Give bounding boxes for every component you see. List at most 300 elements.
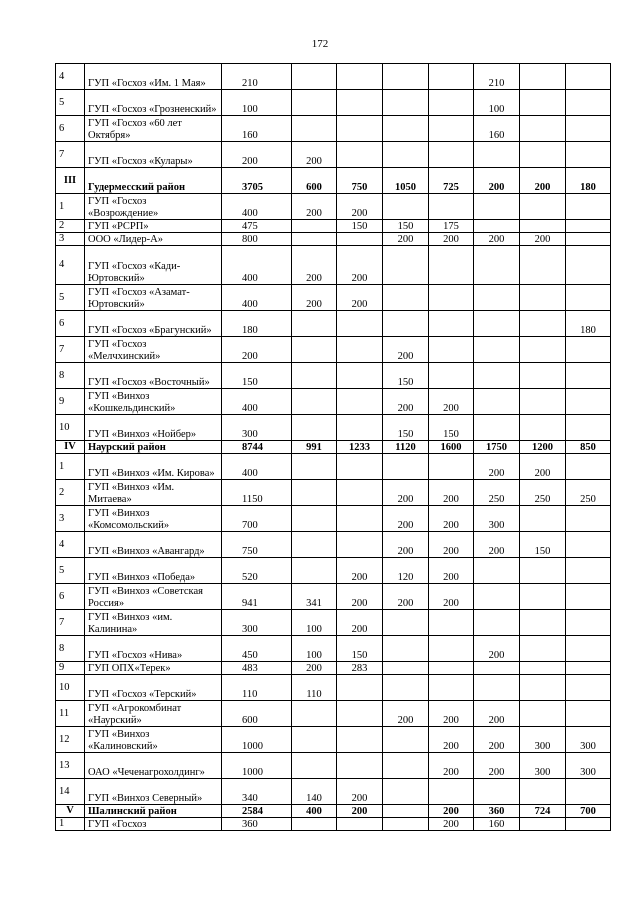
table-row xyxy=(56,480,611,506)
value-cell xyxy=(566,584,611,610)
enterprise-name-cell: ГУП «Госхоз xyxy=(85,818,222,831)
value-cell: 991 xyxy=(292,441,337,454)
table-row xyxy=(56,389,611,415)
enterprise-name-cell: ГУП «Винхоз «им. Калинина» xyxy=(85,610,222,636)
row-number-cell: 9 xyxy=(56,662,85,675)
value-cell: 200 xyxy=(429,532,474,558)
value-cell xyxy=(292,389,337,415)
value-cell xyxy=(337,532,383,558)
row-number-cell: 1 xyxy=(56,454,85,480)
row-number-cell: 6 xyxy=(56,311,85,337)
total-cell: 483 xyxy=(222,662,292,675)
enterprise-name-cell: ГУП «РСРП» xyxy=(85,220,222,233)
enterprise-name-cell: ГУП «Госхоз «Возрождение» xyxy=(85,194,222,220)
row-number-cell: 12 xyxy=(56,727,85,753)
value-cell xyxy=(566,90,611,116)
value-cell: 200 xyxy=(337,584,383,610)
value-cell: 200 xyxy=(383,506,429,532)
data-table xyxy=(55,63,611,831)
row-number-cell: 11 xyxy=(56,701,85,727)
total-cell: 300 xyxy=(222,610,292,636)
value-cell xyxy=(337,90,383,116)
value-cell: 110 xyxy=(292,675,337,701)
value-cell xyxy=(292,116,337,142)
value-cell xyxy=(520,818,566,831)
district-total-row xyxy=(56,168,611,194)
value-cell xyxy=(520,610,566,636)
value-cell xyxy=(337,818,383,831)
value-cell xyxy=(292,480,337,506)
value-cell: 160 xyxy=(474,818,520,831)
value-cell: 200 xyxy=(337,558,383,584)
value-cell xyxy=(383,779,429,805)
value-cell xyxy=(337,337,383,363)
value-cell: 200 xyxy=(429,506,474,532)
row-number-cell: 3 xyxy=(56,506,85,532)
value-cell: 200 xyxy=(474,727,520,753)
enterprise-name-cell: ГУП «Винхоз «Авангард» xyxy=(85,532,222,558)
value-cell xyxy=(566,194,611,220)
value-cell xyxy=(292,337,337,363)
value-cell xyxy=(383,805,429,818)
row-number-cell: 5 xyxy=(56,90,85,116)
value-cell xyxy=(292,363,337,389)
table-row xyxy=(56,532,611,558)
value-cell xyxy=(520,701,566,727)
total-cell: 160 xyxy=(222,116,292,142)
row-number-cell: 1 xyxy=(56,818,85,831)
value-cell xyxy=(383,753,429,779)
total-cell: 3705 xyxy=(222,168,292,194)
value-cell xyxy=(520,337,566,363)
total-cell: 200 xyxy=(222,142,292,168)
value-cell xyxy=(520,779,566,805)
table-row xyxy=(56,220,611,233)
row-number-cell: 4 xyxy=(56,532,85,558)
value-cell: 600 xyxy=(292,168,337,194)
value-cell: 200 xyxy=(429,818,474,831)
value-cell: 150 xyxy=(429,415,474,441)
value-cell xyxy=(429,779,474,805)
value-cell xyxy=(429,675,474,701)
value-cell: 200 xyxy=(383,337,429,363)
value-cell: 180 xyxy=(566,311,611,337)
value-cell xyxy=(337,116,383,142)
enterprise-name-cell: ГУП «Госхоз «Мелчхинский» xyxy=(85,337,222,363)
value-cell xyxy=(566,246,611,285)
value-cell: 360 xyxy=(474,805,520,818)
value-cell xyxy=(292,753,337,779)
value-cell: 300 xyxy=(520,753,566,779)
table-row xyxy=(56,311,611,337)
value-cell xyxy=(474,142,520,168)
value-cell xyxy=(566,610,611,636)
total-cell: 600 xyxy=(222,701,292,727)
value-cell: 1050 xyxy=(383,168,429,194)
table-row xyxy=(56,142,611,168)
value-cell xyxy=(337,506,383,532)
value-cell: 200 xyxy=(337,246,383,285)
value-cell xyxy=(566,285,611,311)
value-cell xyxy=(292,727,337,753)
value-cell: 200 xyxy=(337,610,383,636)
value-cell xyxy=(429,662,474,675)
value-cell xyxy=(520,636,566,662)
value-cell xyxy=(429,454,474,480)
row-number-cell: 7 xyxy=(56,142,85,168)
value-cell xyxy=(474,389,520,415)
value-cell xyxy=(292,311,337,337)
row-number-cell: 7 xyxy=(56,337,85,363)
value-cell xyxy=(520,285,566,311)
value-cell xyxy=(383,285,429,311)
value-cell xyxy=(429,337,474,363)
value-cell: 200 xyxy=(383,532,429,558)
value-cell xyxy=(337,675,383,701)
value-cell xyxy=(383,246,429,285)
value-cell xyxy=(337,701,383,727)
value-cell: 300 xyxy=(474,506,520,532)
value-cell: 200 xyxy=(337,779,383,805)
page-number: 172 xyxy=(311,38,329,50)
district-total-row xyxy=(56,441,611,454)
value-cell: 200 xyxy=(337,194,383,220)
value-cell xyxy=(429,311,474,337)
value-cell: 200 xyxy=(383,480,429,506)
value-cell: 200 xyxy=(383,389,429,415)
value-cell xyxy=(520,311,566,337)
row-number-cell: IV xyxy=(56,441,85,454)
value-cell xyxy=(520,116,566,142)
total-cell: 400 xyxy=(222,389,292,415)
enterprise-name-cell: ГУП «Винхоз «Им. Митаева» xyxy=(85,480,222,506)
value-cell xyxy=(383,311,429,337)
value-cell xyxy=(292,454,337,480)
value-cell xyxy=(474,220,520,233)
row-number-cell: 14 xyxy=(56,779,85,805)
value-cell xyxy=(520,506,566,532)
enterprise-name-cell: ГУП «Госхоз «Кулары» xyxy=(85,142,222,168)
row-number-cell: 2 xyxy=(56,480,85,506)
value-cell: 200 xyxy=(429,805,474,818)
row-number-cell: 4 xyxy=(56,64,85,90)
value-cell: 200 xyxy=(429,701,474,727)
row-number-cell: V xyxy=(56,805,85,818)
total-cell: 180 xyxy=(222,311,292,337)
value-cell xyxy=(566,779,611,805)
value-cell: 200 xyxy=(474,701,520,727)
value-cell xyxy=(292,220,337,233)
total-cell: 110 xyxy=(222,675,292,701)
value-cell: 150 xyxy=(383,363,429,389)
value-cell xyxy=(429,64,474,90)
enterprise-name-cell: ГУП «Госхоз «Грозненский» xyxy=(85,90,222,116)
total-cell: 8744 xyxy=(222,441,292,454)
row-number-cell: 5 xyxy=(56,558,85,584)
value-cell xyxy=(566,415,611,441)
value-cell xyxy=(429,194,474,220)
total-cell: 475 xyxy=(222,220,292,233)
enterprise-name-cell: ГУП «Винхоз «Калиновский» xyxy=(85,727,222,753)
value-cell: 200 xyxy=(383,584,429,610)
total-cell: 1000 xyxy=(222,727,292,753)
value-cell: 1200 xyxy=(520,441,566,454)
value-cell: 200 xyxy=(383,701,429,727)
value-cell: 200 xyxy=(383,233,429,246)
value-cell: 200 xyxy=(474,454,520,480)
value-cell xyxy=(292,558,337,584)
table-row xyxy=(56,753,611,779)
value-cell: 200 xyxy=(474,233,520,246)
table-row xyxy=(56,727,611,753)
value-cell xyxy=(474,311,520,337)
value-cell: 200 xyxy=(429,233,474,246)
table-row xyxy=(56,662,611,675)
value-cell xyxy=(383,675,429,701)
enterprise-name-cell: ГУП «Агрокомбинат «Наурский» xyxy=(85,701,222,727)
value-cell: 150 xyxy=(520,532,566,558)
table-row xyxy=(56,415,611,441)
row-number-cell: 10 xyxy=(56,415,85,441)
value-cell xyxy=(383,90,429,116)
enterprise-name-cell: ГУП «Госхоз «Терский» xyxy=(85,675,222,701)
total-cell: 210 xyxy=(222,64,292,90)
value-cell: 150 xyxy=(383,220,429,233)
total-cell: 941 xyxy=(222,584,292,610)
value-cell xyxy=(383,454,429,480)
value-cell: 725 xyxy=(429,168,474,194)
enterprise-name-cell: ГУП «Госхоз «Азамат-Юртовский» xyxy=(85,285,222,311)
value-cell: 200 xyxy=(292,194,337,220)
value-cell: 200 xyxy=(474,532,520,558)
table-row xyxy=(56,116,611,142)
value-cell xyxy=(520,389,566,415)
value-cell: 150 xyxy=(337,636,383,662)
value-cell: 750 xyxy=(337,168,383,194)
value-cell xyxy=(292,701,337,727)
table-row xyxy=(56,584,611,610)
value-cell: 200 xyxy=(292,142,337,168)
enterprise-name-cell: ГУП «Винхоз Северный» xyxy=(85,779,222,805)
table-row xyxy=(56,558,611,584)
value-cell xyxy=(429,142,474,168)
total-cell: 400 xyxy=(222,246,292,285)
value-cell: 200 xyxy=(337,285,383,311)
total-cell: 1000 xyxy=(222,753,292,779)
enterprise-name-cell: Наурский район xyxy=(85,441,222,454)
table-row xyxy=(56,454,611,480)
table-row xyxy=(56,610,611,636)
value-cell xyxy=(337,727,383,753)
value-cell: 200 xyxy=(520,168,566,194)
value-cell: 200 xyxy=(429,480,474,506)
value-cell xyxy=(292,506,337,532)
enterprise-name-cell: ГУП «Винхоз «Советская Россия» xyxy=(85,584,222,610)
value-cell xyxy=(520,142,566,168)
value-cell xyxy=(474,194,520,220)
district-total-row xyxy=(56,805,611,818)
value-cell xyxy=(337,454,383,480)
value-cell xyxy=(566,454,611,480)
value-cell: 175 xyxy=(429,220,474,233)
value-cell: 250 xyxy=(566,480,611,506)
value-cell xyxy=(520,584,566,610)
total-cell: 800 xyxy=(222,233,292,246)
value-cell xyxy=(337,753,383,779)
value-cell xyxy=(520,64,566,90)
value-cell: 283 xyxy=(337,662,383,675)
enterprise-name-cell: ГУП «Винхоз «Комсомольский» xyxy=(85,506,222,532)
value-cell: 200 xyxy=(474,636,520,662)
value-cell: 1750 xyxy=(474,441,520,454)
value-cell xyxy=(292,64,337,90)
value-cell: 250 xyxy=(474,480,520,506)
value-cell xyxy=(292,532,337,558)
total-cell: 340 xyxy=(222,779,292,805)
value-cell: 341 xyxy=(292,584,337,610)
value-cell xyxy=(520,363,566,389)
value-cell xyxy=(566,818,611,831)
value-cell xyxy=(566,64,611,90)
value-cell: 300 xyxy=(520,727,566,753)
value-cell xyxy=(520,415,566,441)
value-cell xyxy=(292,90,337,116)
value-cell xyxy=(337,480,383,506)
value-cell xyxy=(566,636,611,662)
value-cell xyxy=(520,220,566,233)
total-cell: 2584 xyxy=(222,805,292,818)
value-cell: 724 xyxy=(520,805,566,818)
value-cell: 140 xyxy=(292,779,337,805)
value-cell: 100 xyxy=(474,90,520,116)
value-cell xyxy=(566,220,611,233)
value-cell xyxy=(337,389,383,415)
value-cell xyxy=(383,64,429,90)
table-row xyxy=(56,818,611,831)
total-cell: 300 xyxy=(222,415,292,441)
row-number-cell: 5 xyxy=(56,285,85,311)
table-row xyxy=(56,506,611,532)
table-row xyxy=(56,701,611,727)
enterprise-name-cell: ГУП «Госхоз «Брагунский» xyxy=(85,311,222,337)
value-cell: 300 xyxy=(566,727,611,753)
total-cell: 750 xyxy=(222,532,292,558)
value-cell xyxy=(566,337,611,363)
value-cell xyxy=(520,194,566,220)
value-cell xyxy=(337,64,383,90)
value-cell: 200 xyxy=(429,584,474,610)
value-cell xyxy=(429,363,474,389)
total-cell: 100 xyxy=(222,90,292,116)
value-cell xyxy=(566,532,611,558)
value-cell xyxy=(474,246,520,285)
value-cell xyxy=(566,363,611,389)
table-row xyxy=(56,233,611,246)
table-row xyxy=(56,285,611,311)
value-cell: 250 xyxy=(520,480,566,506)
value-cell xyxy=(474,779,520,805)
value-cell xyxy=(474,610,520,636)
total-cell: 150 xyxy=(222,363,292,389)
value-cell xyxy=(429,116,474,142)
enterprise-name-cell: ГУП ОПХ«Терек» xyxy=(85,662,222,675)
value-cell: 150 xyxy=(337,220,383,233)
value-cell xyxy=(566,142,611,168)
value-cell xyxy=(474,558,520,584)
table-row xyxy=(56,363,611,389)
value-cell xyxy=(337,142,383,168)
value-cell xyxy=(520,90,566,116)
total-cell: 400 xyxy=(222,285,292,311)
value-cell: 100 xyxy=(292,636,337,662)
value-cell xyxy=(429,636,474,662)
row-number-cell: III xyxy=(56,168,85,194)
total-cell: 400 xyxy=(222,454,292,480)
total-cell: 400 xyxy=(222,194,292,220)
value-cell xyxy=(292,415,337,441)
value-cell xyxy=(337,363,383,389)
enterprise-name-cell: ГУП «Госхоз «Кади-Юртовский» xyxy=(85,246,222,285)
table-row xyxy=(56,636,611,662)
row-number-cell: 1 xyxy=(56,194,85,220)
value-cell: 150 xyxy=(383,415,429,441)
value-cell xyxy=(383,727,429,753)
value-cell: 200 xyxy=(429,558,474,584)
enterprise-name-cell: ГУП «Госхоз «Восточный» xyxy=(85,363,222,389)
total-cell: 360 xyxy=(222,818,292,831)
value-cell xyxy=(520,246,566,285)
value-cell xyxy=(566,675,611,701)
row-number-cell: 4 xyxy=(56,246,85,285)
table-row xyxy=(56,779,611,805)
row-number-cell: 8 xyxy=(56,363,85,389)
value-cell xyxy=(383,818,429,831)
value-cell xyxy=(566,558,611,584)
value-cell xyxy=(429,90,474,116)
value-cell xyxy=(429,610,474,636)
value-cell xyxy=(566,662,611,675)
value-cell xyxy=(429,246,474,285)
row-number-cell: 2 xyxy=(56,220,85,233)
value-cell: 200 xyxy=(292,246,337,285)
enterprise-name-cell: ГУП «Винхоз «Нойбер» xyxy=(85,415,222,441)
value-cell: 200 xyxy=(520,454,566,480)
total-cell: 450 xyxy=(222,636,292,662)
row-number-cell: 6 xyxy=(56,116,85,142)
row-number-cell: 6 xyxy=(56,584,85,610)
value-cell: 700 xyxy=(566,805,611,818)
value-cell xyxy=(337,415,383,441)
value-cell: 160 xyxy=(474,116,520,142)
value-cell: 300 xyxy=(566,753,611,779)
value-cell xyxy=(292,818,337,831)
value-cell: 200 xyxy=(429,753,474,779)
value-cell xyxy=(566,701,611,727)
enterprise-name-cell: Гудермесский район xyxy=(85,168,222,194)
value-cell xyxy=(566,389,611,415)
value-cell xyxy=(383,662,429,675)
value-cell: 210 xyxy=(474,64,520,90)
table-body xyxy=(56,64,611,831)
value-cell xyxy=(520,662,566,675)
value-cell: 100 xyxy=(292,610,337,636)
value-cell: 200 xyxy=(474,753,520,779)
value-cell xyxy=(474,363,520,389)
value-cell: 200 xyxy=(520,233,566,246)
value-cell xyxy=(474,337,520,363)
value-cell xyxy=(474,415,520,441)
value-cell: 120 xyxy=(383,558,429,584)
